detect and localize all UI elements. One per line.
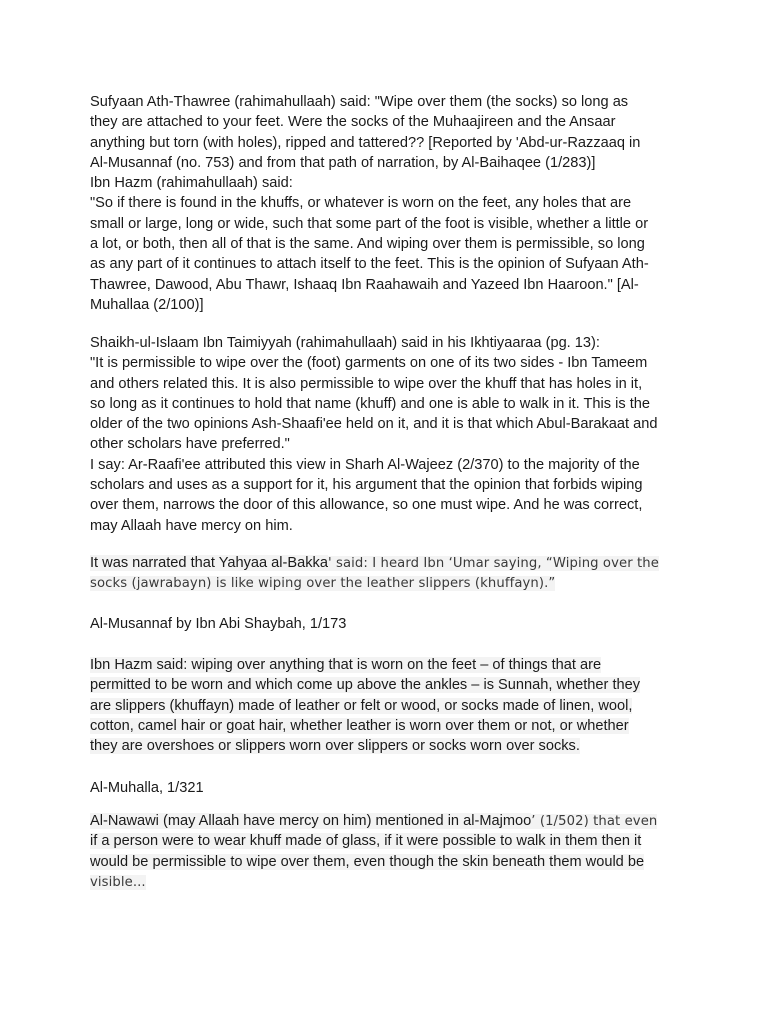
text-line <box>90 872 690 892</box>
text-line: over them, narrows the door of this allowance, so one must wipe. And he was correct, <box>90 497 643 514</box>
paragraph-sufyaan-ibn-hazm <box>90 92 690 315</box>
text-line <box>90 831 690 851</box>
text-line: Shaikh-ul-Islaam Ibn Taimiyyah (rahimahullaah) said in his Ikhtiyaaraa (pg. 13): <box>90 335 600 351</box>
text-line: anything but torn (with holes), ripped and tattered?? [Reported by 'Abd-ur-Razzaaq in <box>90 134 641 151</box>
text-line <box>90 573 690 593</box>
highlighted-text: permitted to be worn and which come up above the ankles – is Sunnah, whether they <box>90 677 641 694</box>
text-line: Sufyaan Ath-Thawree (rahimahullaah) said: "Wipe over them (the socks) so long as <box>90 94 629 110</box>
paragraph-yahyaa-narration <box>90 553 690 594</box>
text-line: Muhallaa (2/100)] <box>90 296 204 313</box>
reference-line: Al-Muhalla, 1/321 <box>90 780 204 796</box>
text-line <box>90 736 690 756</box>
text-line: they are attached to your feet. Were the socks of the Muhaajireen and the Ansaar <box>90 114 616 131</box>
text-line: as any part of it continues to attach itself to the feet. This is the opinion of Sufyaan Ath- <box>90 256 649 273</box>
text-line: Thawree, Dawood, Abu Thawr, Ishaaq Ibn Raahawaih and Yazeed Ibn Haaroon." [Al- <box>90 276 639 293</box>
paragraph-nawawi-glass <box>90 811 690 892</box>
text-line <box>90 716 690 736</box>
narration-lead-text: It was narrated that Yahyaa al-Bakka <box>90 555 328 571</box>
narration-quote-text: ' said: I heard Ibn ‘Umar saying, “Wiping over the <box>327 556 659 571</box>
text-line <box>90 852 690 872</box>
highlighted-text: would be permissible to wipe over them, even though the skin beneath them would be <box>90 853 645 870</box>
text-line: small or large, long or wide, such that some part of the foot is visible, whether a little or <box>90 215 649 232</box>
text-line: older of the two opinions Ash-Shaafi'ee held on it, and it is that which Abul-Barakaat and <box>90 416 658 433</box>
text-line: and others related this. It is also permissible to wipe over the khuff that has holes in it, <box>90 375 643 392</box>
text-line: may Allaah have mercy on him. <box>90 517 293 534</box>
text-line: scholars and uses as a support for it, his argument that the opinion that forbids wiping <box>90 477 643 494</box>
text-line: "It is permissible to wipe over the (foot) garments on one of its two sides - Ibn Tameem <box>90 355 648 372</box>
narration-quote-text: socks (jawrabayn) is like wiping over the leather slippers (khuffayn).” <box>90 576 556 592</box>
text-line: Al-Musannaf (no. 753) and from that path of narration, by Al-Baihaqee (1/283)] <box>90 154 596 171</box>
highlighted-text: cotton, camel hair or goat hair, whether leather is worn over them or not, or whether <box>90 717 629 734</box>
text-line: I say: Ar-Raafi'ee attributed this view in Sharh Al-Wajeez (2/370) to the majority of the <box>90 456 640 473</box>
highlighted-text: if a person were to wear khuff made of glass, if it were possible to walk in them then it <box>90 833 642 850</box>
text-line: so long as it continues to hold that name (khuff) and one is able to walk in it. This is the <box>90 395 651 412</box>
text-line: "So if there is found in the khuffs, or whatever is worn on the feet, any holes that are <box>90 195 632 212</box>
text-line <box>90 553 690 573</box>
citation-text: ’ (1/502) that even <box>531 814 658 829</box>
highlighted-text: Al-Nawawi (may Allaah have mercy on him) mentioned in al-Majmoo <box>90 813 532 829</box>
text-line: Ibn Hazm (rahimahullaah) said: <box>90 175 293 192</box>
text-line <box>90 696 690 716</box>
text-line <box>90 655 690 675</box>
trailing-text: visible... <box>90 874 146 890</box>
paragraph-ibn-hazm-sunnah <box>90 655 690 756</box>
text-line <box>90 675 690 695</box>
reference-muhalla <box>90 778 690 798</box>
paragraph-ibn-taimiyyah <box>90 333 690 536</box>
text-line: a lot, or both, then all of that is the same. And wiping over them is permissible, so long <box>90 236 645 253</box>
text-line: other scholars have preferred." <box>90 436 290 453</box>
reference-ibn-abi-shaybah <box>90 614 690 634</box>
text-line <box>90 811 690 831</box>
reference-line: Al-Musannaf by Ibn Abi Shaybah, 1/173 <box>90 616 347 632</box>
highlighted-text: Ibn Hazm said: wiping over anything that is worn on the feet – of things that are <box>90 657 602 673</box>
highlighted-text: they are overshoes or slippers worn over slippers or socks worn over socks. <box>90 738 580 755</box>
highlighted-text: are slippers (khuffayn) made of leather or felt or wood, or socks made of linen, wool, <box>90 697 633 714</box>
